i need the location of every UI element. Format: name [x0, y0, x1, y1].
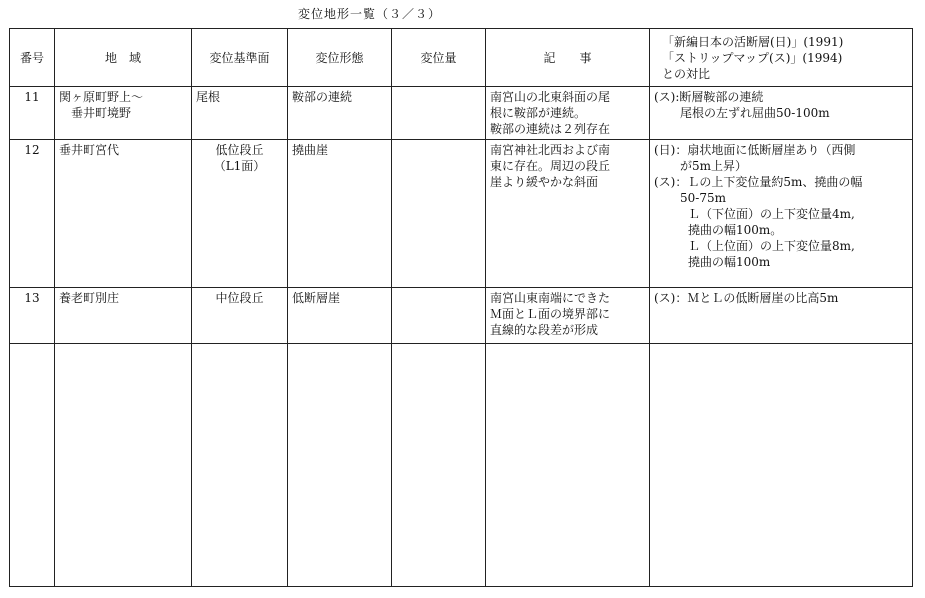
cell-empty [288, 344, 392, 587]
cell-area [55, 87, 192, 140]
cell-line: Ｍ面とＬ面の境界部に [490, 307, 611, 321]
cell-line: 尾根の左ずれ屈曲50-100m [680, 106, 830, 120]
cell-base [192, 288, 288, 344]
cell-compare [650, 288, 913, 344]
header-compare-line: 「ストリップマップ(ス)」(1994) [662, 50, 843, 65]
header-compare-line: 「新編日本の活断層(日)」(1991) [662, 34, 844, 49]
cell-line: (日)：扇状地面に低断層崖あり（西側 [654, 143, 856, 157]
cell-compare [650, 87, 913, 140]
cell-form: 低断層崖 [288, 288, 392, 344]
cell-empty [55, 344, 192, 587]
cell-empty [392, 344, 486, 587]
table-row [10, 288, 913, 344]
cell-line: が5m上昇） [680, 159, 748, 173]
page-title: 変位地形一覧（３／３） [298, 7, 442, 21]
cell-area [55, 288, 192, 344]
header-note: 記 事 [486, 29, 650, 87]
displacement-table [9, 28, 913, 587]
cell-line: Ｌ（下位面）の上下変位量4m, [688, 207, 855, 221]
empty-row [10, 344, 913, 587]
cell-line: (ス):断層鞍部の連続 [654, 90, 764, 104]
cell-line: 南宮山の北東斜面の尾 [490, 90, 611, 104]
table-row [10, 140, 913, 288]
cell-area [55, 140, 192, 288]
cell-line: 垂井町境野 [71, 106, 132, 120]
cell-line: 中位段丘 [215, 291, 264, 305]
cell-no: 11 [10, 87, 55, 140]
cell-line: 直線的な段差が形成 [490, 323, 599, 337]
cell-form: 鞍部の連続 [288, 87, 392, 140]
cell-compare [650, 140, 913, 288]
cell-no: 13 [10, 288, 55, 344]
cell-empty [10, 344, 55, 587]
cell-empty [486, 344, 650, 587]
header-amount: 変位量 [392, 29, 486, 87]
cell-amount [392, 140, 486, 288]
table-row [10, 87, 913, 140]
cell-note [486, 288, 650, 344]
cell-line: 養老町別庄 [59, 291, 120, 305]
cell-line: 南宮山東南端にできた [490, 291, 611, 305]
header-base: 変位基準面 [192, 29, 288, 87]
cell-line: 撓曲の幅100m。 [688, 223, 783, 237]
header-area: 地 域 [55, 29, 192, 87]
header-form: 変位形態 [288, 29, 392, 87]
header-compare [650, 29, 913, 87]
cell-line: 尾根 [196, 90, 221, 104]
cell-line: 関ヶ原町野上～ [59, 90, 144, 104]
cell-line: 南宮神社北西および南 [490, 143, 611, 157]
cell-amount [392, 87, 486, 140]
cell-line: 50-75m [680, 191, 726, 205]
header-row [10, 29, 913, 87]
cell-line: (ス)：ＭとＬの低断層崖の比高5m [654, 291, 839, 305]
cell-empty [192, 344, 288, 587]
cell-no: 12 [10, 140, 55, 288]
cell-line: 低位段丘 [215, 143, 264, 157]
cell-line: 垂井町宮代 [59, 143, 120, 157]
header-compare-line: との対比 [662, 66, 711, 81]
cell-line: Ｌ（上位面）の上下変位量8m, [688, 239, 855, 253]
cell-form: 撓曲崖 [288, 140, 392, 288]
cell-amount [392, 288, 486, 344]
cell-base [192, 140, 288, 288]
cell-line: 東に存在。周辺の段丘 [490, 159, 611, 173]
header-no: 番号 [10, 29, 55, 87]
cell-line: 鞍部の連続は２列存在 [490, 122, 611, 136]
cell-line: (ス)：Ｌの上下変位量約5m、撓曲の幅 [654, 175, 863, 189]
cell-base [192, 87, 288, 140]
cell-note [486, 140, 650, 288]
cell-line: （L1面） [213, 159, 266, 173]
cell-line: 根に鞍部が連続。 [490, 106, 587, 120]
cell-note [486, 87, 650, 140]
cell-line: 撓曲の幅100m [688, 255, 771, 269]
cell-line: 崖より緩やかな斜面 [490, 175, 599, 189]
cell-empty [650, 344, 913, 587]
